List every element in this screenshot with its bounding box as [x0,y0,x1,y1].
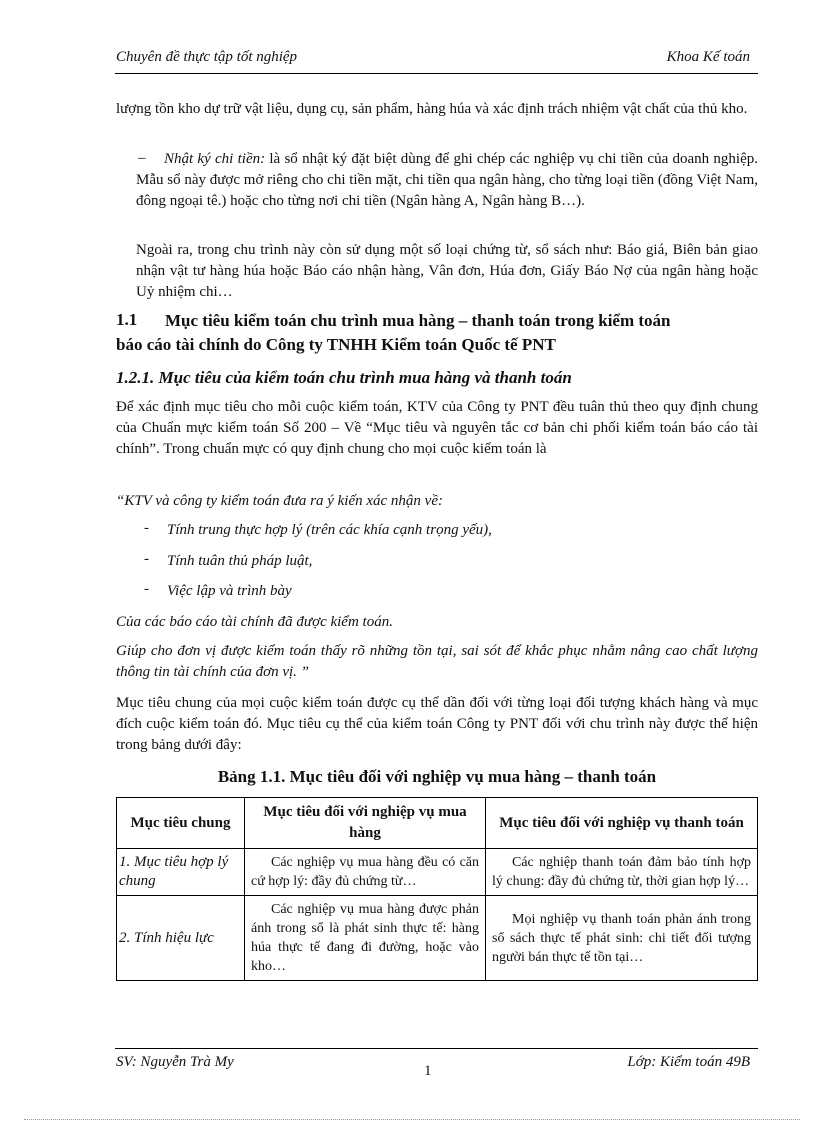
paragraph-3: Để xác định mục tiêu cho mỗi cuộc kiểm toán, KTV của Công ty PNT đều tuân thủ theo quy định chung của Chuẩn mực kiểm toán Số 200 – Về “Mục tiêu và nguyên tắc cơ bản chi phối kiểm toán báo cáo tài chính”. Trong chuẩn mực có quy định chung cho mọi cuộc kiểm toán là [116,399,758,457]
quote-item-dash: - [144,551,149,567]
quote-line-2: Của các báo cáo tài chính đã được kiểm toán. [116,614,393,630]
quote-item: Tính trung thực hợp lý (trên các khía cạnh trọng yếu), [167,522,492,538]
heading-1-line1: Mục tiêu kiểm toán chu trình mua hàng – thanh toán trong kiểm toán [165,311,671,330]
bullet-term: Nhật ký chi tiền: [164,151,266,167]
table-cell: Các nghiệp vụ mua hàng đều có căn cứ hợp lý: đầy đủ chứng từ… [245,849,486,896]
bullet-nhat-ky-chi-tien [136,149,758,212]
page-bottom-dotted-line [24,1119,800,1120]
table-row [117,896,758,981]
objectives-table [116,797,758,981]
page-number: 1 [424,1063,432,1079]
table-cell: 1. Mục tiêu hợp lý chung [117,849,245,896]
table-cell: Mọi nghiệp vụ thanh toán phản ánh trong sổ sách thực tế phát sinh: chi tiết đối tượng người bán thực tế tồn tại… [486,896,758,981]
table-cell: Các nghiệp thanh toán đảm bảo tính hợp lý chung: đầy đủ chứng từ, thời gian hợp lý… [486,849,758,896]
quote-intro: “KTV và công ty kiểm toán đưa ra ý kiến xác nhận về: [116,493,443,509]
heading-2: 1.2.1. Mục tiêu của kiểm toán chu trình mua hàng và thanh toán [116,368,572,387]
table-cell: 2. Tính hiệu lực [117,896,245,981]
header-rule [115,73,758,74]
footer-left: SV: Nguyễn Trà My [116,1054,234,1070]
table-header-cell: Mục tiêu đối với nghiệp vụ mua hàng [245,798,486,849]
bullet-text: là sổ nhật ký đặt biệt dùng để ghi chép các nghiệp vụ chi tiền của doanh nghiệp. Mẫu sổ này được mở riêng cho chi tiền mặt, chi tiền qua ngân hàng, cho từng loại tiền (đồng Việt Nam, đông ngoại tê.) hoặc cho từng nơi chi tiền (Ngân hàng A, Ngân hàng B…). [136,151,758,209]
footer-right: Lớp: Kiểm toán 49B [627,1054,750,1070]
heading-1-line2: báo cáo tài chính do Công ty TNHH Kiểm toán Quốc tế PNT [116,335,556,354]
paragraph-1: lượng tồn kho dự trữ vật liệu, dụng cụ, sản phẩm, hàng húa và xác định trách nhiệm vật chất của thủ kho. [116,101,748,117]
table-cell: Các nghiệp vụ mua hàng được phản ánh trong sổ là phát sinh thực tế: hàng húa thực tế đang đi đường, hoặc vào kho… [245,896,486,981]
quote-item: Việc lập và trình bày [167,583,292,599]
quote-item: Tính tuân thủ pháp luật, [167,553,313,569]
heading-1-number: 1.1 [116,310,138,329]
table-header-row [117,798,758,849]
quote-line-3: Giúp cho đơn vị được kiểm toán thấy rõ những tồn tại, sai sót để khắc phục nhằm nâng cao chất lượng thông tin tài chính của đơn vị. ” [116,643,758,680]
footer-rule [115,1048,758,1049]
header-right: Khoa Kế toán [666,49,750,65]
table-row [117,849,758,896]
quote-item-dash: - [144,520,149,536]
quote-item-dash: - [144,581,149,597]
table-header-cell: Mục tiêu chung [117,798,245,849]
bullet-dash: – [138,150,146,166]
paragraph-4: Mục tiêu chung của mọi cuộc kiểm toán được cụ thể dần đối với từng loại đối tượng khách hàng và mục đích cuộc kiểm toán đó. Mục tiêu cụ thể của kiểm toán Công ty PNT đối với chu trình này được thể hiện trong bảng dưới đây: [116,695,758,753]
header-left: Chuyên đề thực tập tốt nghiệp [116,49,298,65]
table-caption: Bảng 1.1. Mục tiêu đối với nghiệp vụ mua hàng – thanh toán [217,767,657,786]
table-header-cell: Mục tiêu đối với nghiệp vụ thanh toán [486,798,758,849]
paragraph-2: Ngoài ra, trong chu trình này còn sử dụng một số loại chứng từ, sổ sách như: Báo giá, Biên bản giao nhận vật tư hàng húa hoặc Báo cáo nhận hàng, Vân đơn, Húa đơn, Giấy Báo Nợ của ngân hàng hoặc Uỷ nhiệm chi… [136,242,758,300]
